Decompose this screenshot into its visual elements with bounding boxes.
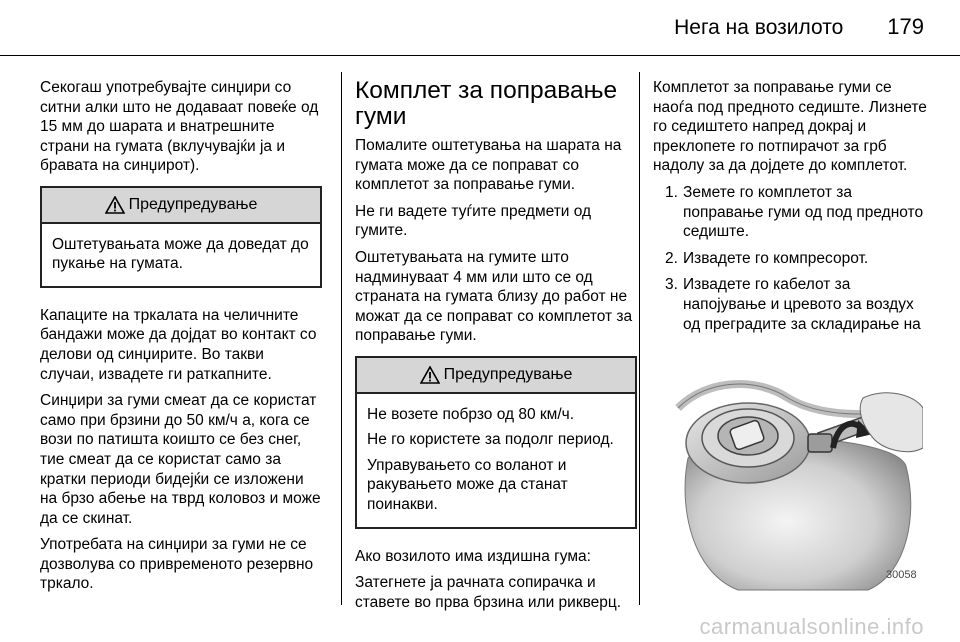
warning-box <box>40 186 322 288</box>
list-item <box>653 249 928 269</box>
warning-header <box>42 188 320 224</box>
step-number: 2. <box>665 249 678 267</box>
compressor-illustration <box>668 338 923 593</box>
watermark: carmanualsonline.info <box>699 614 924 639</box>
warning-text: Не возете побрзо од 80 км/ч. <box>367 405 575 423</box>
page-number: 179 <box>887 14 924 39</box>
warning-title: Предупредување <box>443 365 573 383</box>
step-number: 1. <box>665 183 678 201</box>
warning-triangle-icon <box>105 196 125 214</box>
step-number: 3. <box>665 276 678 294</box>
warning-text: Управувањето со воланот и ракувањето може да станат поинакви. <box>367 456 568 513</box>
warning-box <box>355 356 637 529</box>
paragraph: Секогаш употребувајте синџири со ситни алки што не додаваат повеќе од 15 мм до шарата и внатрешните страни на гумата (вклучувајќи ја и бравата на синџирот). <box>40 79 319 175</box>
steps-list <box>653 183 928 354</box>
paragraph: Затегнете ја рачната сопирачка и ставете во прва брзина или рикверц. <box>355 574 622 611</box>
paragraph: Помалите оштетувања на шарата на гумата може да се поправат со комплетот за поправање гуми. <box>355 137 622 194</box>
column-right <box>653 78 928 361</box>
list-item <box>653 183 928 242</box>
paragraph: Капаците на тркалата на челичните бандажи може да дојдат во контакт со делови од синџирите. Во такви случаи, извадете ги раткапните. <box>40 306 317 383</box>
paragraph: Не ги вадете туѓите предмети од гумите. <box>355 202 592 240</box>
column-divider-2 <box>639 72 640 605</box>
step-text: Земете го комплетот за поправање гуми од под предното седиште. <box>683 183 924 241</box>
figure-code: 30058 <box>886 569 917 581</box>
header-rule <box>0 55 960 56</box>
warning-text: Оштетувањата може да доведат до пукање на гумата. <box>52 235 309 273</box>
header-title: Нега на возилото <box>674 16 844 39</box>
step-text: Извадете го кабелот за напојување и цревото за воздух од преградите за складирање на <box>683 276 921 333</box>
paragraph: Употребата на синџири за гуми не се дозволува со привременото резервно тркало. <box>40 536 314 593</box>
column-left <box>40 78 322 601</box>
page-header <box>674 14 924 40</box>
paragraph: Оштетувањата на гумите што надминуваат 4 мм или што се од страната на гумата близу до работ не можат да се поправат со комплетот за поправање гуми. <box>355 248 633 345</box>
warning-text: Не го користете за подолг период. <box>367 431 614 449</box>
step-text: Извадете го компресорот. <box>683 249 869 267</box>
warning-title: Предупредување <box>128 195 258 213</box>
column-middle <box>355 78 637 619</box>
paragraph: Синџири за гуми смеат да се користат само при брзини до 50 км/ч а, кога се вози по патишта коишто се без снег, тие смеат да се користат само за кратки периоди бидејќи се изложени на брзо абење на тврд коловоз и може да се скинат. <box>40 392 321 527</box>
warning-header <box>357 358 635 394</box>
paragraph: Комплетот за поправање гуми се наоѓа под предното седиште. Лизнете го седиштето напред докрај и преклопете го потпирачот за грб надолу за да дојдете до комплетот. <box>653 79 927 175</box>
section-heading: Комплет за поправање гуми <box>355 77 618 130</box>
paragraph: Ако возилото има издишна гума: <box>355 547 591 565</box>
column-divider-1 <box>341 72 342 605</box>
warning-triangle-icon <box>420 366 440 384</box>
